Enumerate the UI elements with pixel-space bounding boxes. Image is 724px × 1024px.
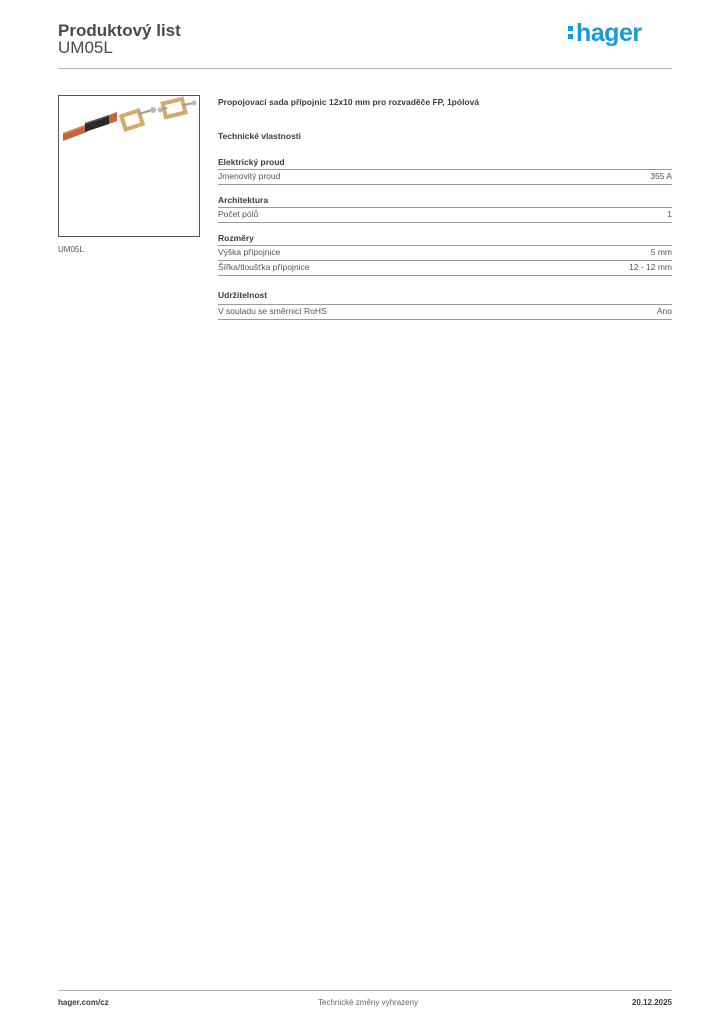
hager-logo (566, 14, 658, 50)
spec-group-title: Rozměry (218, 232, 672, 246)
spec-row (218, 305, 672, 320)
header-divider (58, 68, 672, 69)
spec-value: 5 mm (650, 247, 672, 257)
spec-value: 1 (667, 209, 672, 219)
spec-group-sustainability (218, 289, 672, 320)
footer-date: 20.12.2025 (631, 998, 672, 1007)
spec-label: Jmenovitý proud (218, 171, 281, 181)
spec-group-architecture (218, 194, 672, 223)
product-image (58, 95, 200, 237)
product-description: Propojovací sada přípojnic 12x10 mm pro rozvaděče FP, 1pólová (218, 97, 480, 107)
spec-row (218, 208, 672, 223)
spec-group-title: Udržitelnost (218, 289, 672, 305)
footer-divider (58, 990, 672, 991)
spec-value: 12 - 12 mm (629, 262, 672, 272)
spec-label: Počet pólů (218, 209, 259, 219)
spec-row (218, 261, 672, 276)
spec-content (218, 96, 672, 329)
spec-row (218, 246, 672, 261)
clamp-icon (158, 99, 197, 117)
clamp-icon (121, 107, 156, 129)
busbar-icon (63, 112, 117, 141)
spec-label: Šířka/tloušťka přípojnice (218, 262, 310, 272)
spec-group-title: Elektrický proud (218, 156, 672, 170)
specs-heading: Technické vlastnosti (218, 131, 301, 141)
image-caption: UM05L (58, 245, 84, 254)
product-code: UM05L (58, 38, 113, 57)
svg-text:hager: hager (576, 19, 642, 47)
spec-row (218, 170, 672, 185)
footer-notice: Technické změny vyhrazeny (318, 998, 419, 1007)
footer-website[interactable]: hager.com/cz (58, 998, 109, 1007)
spec-group-electric (218, 156, 672, 185)
spec-label: V souladu se směrnicí RoHS (218, 306, 327, 316)
spec-value: 355 A (650, 171, 672, 181)
page-title: Produktový list (58, 21, 181, 40)
spec-group-dimensions (218, 232, 672, 276)
spec-label: Výška přípojnice (218, 247, 281, 257)
spec-group-title: Architektura (218, 194, 672, 208)
spec-value: Ano (656, 306, 672, 316)
